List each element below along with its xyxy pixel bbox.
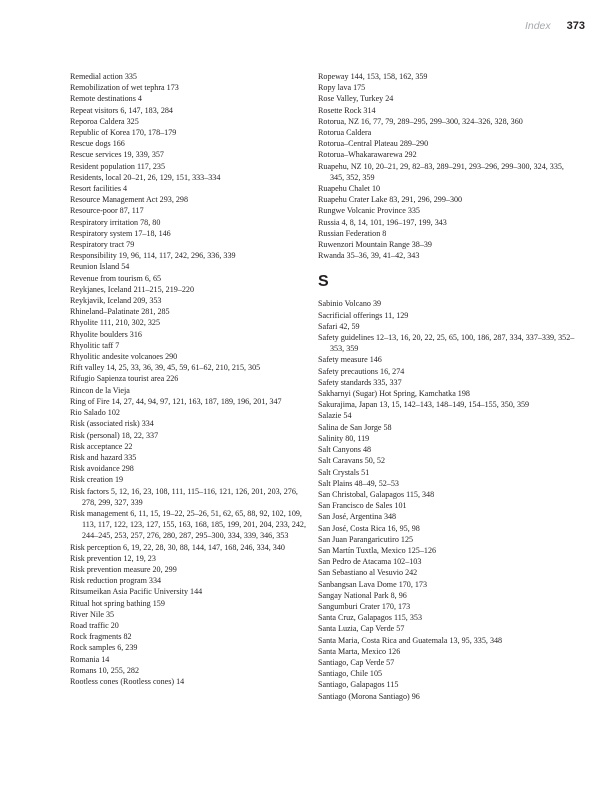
index-entry: Reunion Island 54 [70, 262, 130, 272]
index-entry: Santa Maria, Costa Rica and Guatemala 13, 95, 335, 348 [318, 635, 503, 645]
index-entry: Rescue dogs 166 [70, 139, 125, 149]
index-entry: Risk prevention measure 20, 299 [70, 564, 177, 574]
index-entry: Respiratory system 17–18, 146 [70, 228, 171, 238]
index-entry: Risk reduction program 334 [70, 576, 162, 586]
index-entry: Reykjavik, Iceland 209, 353 [70, 296, 162, 306]
index-entry: Risk acceptance 22 [70, 441, 133, 451]
index-entry: Romans 10, 255, 282 [70, 665, 140, 675]
index-entry: Sacrificial offerings 11, 129 [318, 310, 409, 320]
index-entry: Salazie 54 [318, 411, 352, 421]
index-entry: Safety guidelines 12–13, 16, 20, 22, 25, 65, 100, 186, 287, 334, 337–339, 352–353, 359 [318, 333, 575, 354]
index-entry: Ruwenzori Mountain Range 38–39 [318, 240, 432, 250]
index-entry: Resource Management Act 293, 298 [70, 195, 189, 205]
index-entry: Rio Salado 102 [70, 408, 120, 418]
index-entry: Responsibility 19, 96, 114, 117, 242, 296, 336, 339 [70, 251, 236, 261]
index-entry: Revenue from tourism 6, 65 [70, 273, 162, 283]
index-entry: Resort facilities 4 [70, 184, 128, 194]
index-entry: Road traffic 20 [70, 620, 119, 630]
index-entry: Rhyolitic andesite volcanoes 290 [70, 352, 178, 362]
index-entry: San José, Costa Rica 16, 95, 98 [318, 523, 420, 533]
index-entry: Ring of Fire 14, 27, 44, 94, 97, 121, 163, 187, 189, 196, 201, 347 [70, 396, 282, 406]
index-entry: San Christobal, Galapagos 115, 348 [318, 489, 435, 499]
index-entry: Ruapehu Chalet 10 [318, 184, 381, 194]
index-entry: Risk (associated risk) 334 [70, 419, 154, 429]
index-entry: Risk perception 6, 19, 22, 28, 30, 88, 144, 147, 168, 246, 334, 340 [70, 542, 285, 552]
index-entry: Sangay National Park 8, 96 [318, 590, 407, 600]
index-entry: Rhyolitic taff 7 [70, 340, 120, 350]
index-entry: Sabinio Volcano 39 [318, 299, 382, 309]
index-column-right [318, 71, 580, 702]
index-entry: Rosette Rock 314 [318, 105, 376, 115]
index-entry: Salina de San Jorge 58 [318, 422, 392, 432]
index-entry: Ropy lava 175 [318, 83, 366, 93]
index-entry: Resident population 117, 235 [70, 161, 166, 171]
index-entry: Repeat visitors 6, 147, 183, 284 [70, 105, 173, 115]
index-entry: Safety precautions 16, 274 [318, 366, 405, 376]
index-entry: Ritsumeikan Asia Pacific University 144 [70, 587, 203, 597]
index-entry: Rotorua–Whakarawarewa 292 [318, 150, 417, 160]
index-entry: Rescue services 19, 339, 357 [70, 150, 164, 160]
index-entry: Ropeway 144, 153, 158, 162, 359 [318, 72, 428, 81]
index-entry: Risk prevention 12, 19, 23 [70, 553, 156, 563]
index-entry: Resource-poor 87, 117 [70, 206, 144, 216]
index-entry: Russian Federation 8 [318, 228, 387, 238]
index-entry: Risk creation 19 [70, 475, 124, 485]
index-entry: Rootless cones (Rootless cones) 14 [70, 676, 185, 686]
index-entry: Risk avoidance 298 [70, 464, 134, 474]
index-entry: Respiratory irritation 78, 80 [70, 217, 161, 227]
index-entry: Salt Caravans 50, 52 [318, 456, 385, 466]
index-entry: San Juan Parangaricutiro 125 [318, 534, 414, 544]
index-entry: Safari 42, 59 [318, 321, 360, 331]
index-entry: Rhyolite boulders 316 [70, 329, 142, 339]
index-entry: Rungwe Volcanic Province 335 [318, 206, 420, 216]
index-entry: San Francisco de Sales 101 [318, 501, 407, 511]
index-entry: Rhineland–Palatinate 281, 285 [70, 307, 170, 317]
index-entry: Salt Canyons 48 [318, 445, 372, 455]
index-entry: San Martín Tuxtla, Mexico 125–126 [318, 545, 437, 555]
index-entry: Santa Cruz, Galapagos 115, 353 [318, 613, 422, 623]
index-entry: Rock fragments 82 [70, 632, 132, 642]
index-entry: Santa Marta, Mexico 126 [318, 646, 401, 656]
index-entry: Santiago, Galapagos 115 [318, 680, 399, 690]
index-entry: Rotorua, NZ 16, 77, 79, 289–295, 299–300, 324–326, 328, 360 [318, 116, 523, 126]
index-entry: Salinity 80, 119 [318, 433, 370, 443]
index-entry: Rock samples 6, 239 [70, 643, 138, 653]
index-entry: Sakharnyi (Sugar) Hot Spring, Kamchatka 198 [318, 389, 470, 399]
index-entry: Reykjanes, Iceland 211–215, 219–220 [70, 284, 195, 294]
running-head-section: Index [524, 20, 551, 32]
index-entry: Risk and hazard 335 [70, 452, 137, 462]
index-entry: Rhyolite 111, 210, 302, 325 [70, 318, 161, 328]
index-entry: Sangumburi Crater 170, 173 [318, 601, 411, 611]
index-entry: San Sebastiano al Vesuvio 242 [318, 568, 418, 578]
index-entry: Santiago, Cap Verde 57 [318, 657, 395, 667]
index-entry: San Pedro de Atacama 102–103 [318, 557, 422, 567]
index-entry: Risk management 6, 11, 15, 19–22, 25–26, 51, 62, 65, 88, 92, 102, 109, 113, 117, 122, 123, 127, 155, 163, 168, 185, 199, 201, 204, 233, 242, 244–245, 253, 257, 276, 280, 287, 295–300, 334, 339, 346, 353 [70, 508, 307, 541]
index-group-r [318, 71, 580, 261]
index-entry: Safety measure 146 [318, 355, 382, 365]
index-entry: Rotorua Caldera [318, 128, 372, 138]
index-entry: Safety standards 335, 337 [318, 377, 402, 387]
index-entry: Respiratory tract 79 [70, 240, 135, 250]
index-entry: Rincon de la Vieja [70, 385, 130, 395]
index-entry: Sakurajima, Japan 13, 15, 142–143, 148–149, 154–155, 350, 359 [318, 400, 530, 410]
index-entry: Remedial action 335 [70, 72, 137, 81]
index-entry: Salt Crystals 51 [318, 467, 370, 477]
index-entry: Ruapehu Crater Lake 83, 291, 296, 299–300 [318, 195, 463, 205]
index-entry: Ruapehu, NZ 10, 20–21, 29, 82–83, 289–291, 293–296, 299–300, 324, 335, 345, 352, 359 [318, 161, 564, 182]
index-entry: Romania 14 [70, 654, 110, 664]
index-entry: Rotorua–Central Plateau 289–290 [318, 139, 429, 149]
index-entry: Rift valley 14, 25, 33, 36, 39, 45, 59, 61–62, 210, 215, 305 [70, 363, 261, 373]
index-entry: Ritual hot spring bathing 159 [70, 598, 165, 608]
index-entry: Rifugio Sapienza tourist area 226 [70, 374, 179, 384]
index-entry: Remote destinations 4 [70, 94, 142, 104]
index-entry: Republic of Korea 170, 178–179 [70, 128, 177, 138]
index-entry: Risk (personal) 18, 22, 337 [70, 430, 159, 440]
index-entry: Risk factors 5, 12, 16, 23, 108, 111, 115–116, 121, 126, 201, 203, 276, 278, 299, 327, 339 [70, 486, 298, 507]
index-entry: Rwanda 35–36, 39, 41–42, 343 [318, 251, 420, 261]
running-head [525, 20, 585, 36]
index-entry: Reporoa Caldera 325 [70, 116, 139, 126]
index-entry: Salt Plains 48–49, 52–53 [318, 478, 399, 488]
index-entry: River Nile 35 [70, 609, 115, 619]
index-entry: Residents, local 20–21, 26, 129, 151, 333–334 [70, 172, 221, 182]
index-entry: Santiago (Morona Santiago) 96 [318, 691, 420, 701]
index-entry: San José, Argentina 348 [318, 512, 397, 522]
index-entry: Russia 4, 8, 14, 101, 196–197, 199, 343 [318, 217, 447, 227]
index-entry: Sanbangsan Lava Dome 170, 173 [318, 579, 428, 589]
index-entry: Santiago, Chile 105 [318, 669, 383, 679]
index-column-left [70, 71, 310, 687]
index-entry: Remobilization of wet tephra 173 [70, 83, 179, 93]
index-entry: Rose Valley, Turkey 24 [318, 94, 394, 104]
letter-heading-s: S [318, 273, 329, 291]
index-group-s [318, 298, 580, 701]
index-entry: Santa Luzia, Cap Verde 57 [318, 624, 405, 634]
page-number: 373 [566, 20, 585, 32]
